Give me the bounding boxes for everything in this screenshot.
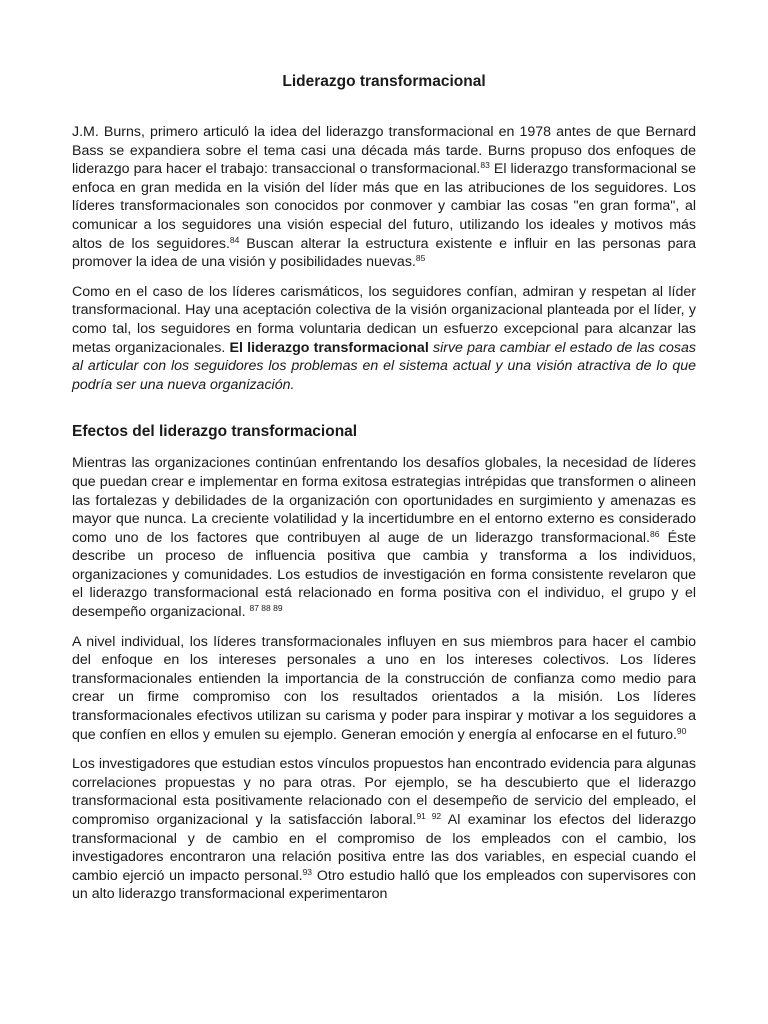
paragraph-text: A nivel individual, los líderes transformacionales influyen en sus miembros para hacer el cambio del enfoque en los intereses personales a uno en los intereses colectivos. Los líderes transformacionales entienden la importancia de la construcción de confianza como medio para crear un firme compromiso con los resultados orientados a la misión. Los líderes transformacionales efectivos utilizan su carisma y poder para inspirar y motivar a los seguidores a que confíen en ellos y emulen su ejemplo. Generan emoción y energía al enfocarse en el futuro.	[72, 633, 696, 743]
footnote-ref: 91 92	[416, 811, 442, 821]
paragraph-text: Mientras las organizaciones continúan enfrentando los desafíos globales, la necesidad de líderes que puedan crear e implementar en forma exitosa estrategias intrépidas que transformen o alineen las fortalezas y debilidades de la organización con oportunidades en surgimiento y amenazas es mayor que nunca. La creciente volatilidad y la incertidumbre en el entorno externo es considerado como uno de los factores que contribuyen al auge de un liderazgo transformacional.	[72, 455, 696, 546]
paragraph-text: Los investigadores que estudian estos vínculos propuestos han encontrado evidencia para algunas correlaciones propuestas y no para otras. Por ejemplo, se ha descubierto que el liderazgo transformacional esta positivamente relacionado con el desempeño de servicio del empleado, el compromiso organizacional y la satisfacción laboral.	[72, 756, 696, 828]
section-body	[72, 454, 696, 904]
paragraph-text: Buscan alterar la estructura existente e influir en las personas para promover la idea de una visión y posibilidades nuevas.	[72, 235, 696, 271]
section-paragraph-2	[72, 633, 696, 745]
footnote-ref: 90	[676, 725, 687, 736]
footnote-ref: 86	[649, 528, 660, 539]
paragraph-text: Al examinar los efectos del liderazgo transformacional y de cambio en el compromiso de los empleados con el cambio, los investigadores encontraron una relación positiva entre las dos variables, en especial cuando el cambio ejerció un impacto personal.	[72, 812, 696, 884]
paragraph-text: J.M. Burns, primero articuló la idea del liderazgo transformacional en 1978 antes de que Bernard Bass se expandiera sobre el tema casi una década más tarde. Burns propuso dos enfoques de liderazgo para hacer el trabajo: transaccional o transformacional.	[72, 124, 696, 178]
footnote-ref: 84	[229, 234, 240, 245]
section-paragraph-1	[72, 454, 696, 621]
footnote-ref: 87 88 89	[249, 603, 283, 614]
intro-paragraph-1	[72, 123, 696, 272]
section-heading: Efectos del liderazgo transformacional	[72, 423, 358, 441]
bold-text: El liderazgo transformacional	[229, 339, 429, 356]
paragraph-text: Éste describe un proceso de influencia positiva que cambia y transforma a los individuos, organizaciones y comunidades. Los estudios de investigación en forma consistente revelaron que el liderazgo transformacional está relacionado en forma positiva con el individuo, el grupo y el desempeño organizacional.	[72, 529, 696, 621]
intro-body	[72, 123, 696, 394]
section-paragraph-3	[72, 755, 696, 904]
italic-text: sirve para cambiar el estado de las cosas al articular con los seguidores los problemas en el sistema actual y una visión atractiva de lo que podría ser una nueva organización.	[72, 339, 696, 393]
paragraph-text: Como en el caso de los líderes carismáticos, los seguidores confían, admiran y respetan al líder transformacional. Hay una aceptación colectiva de la visión organizacional planteada por el líder, y como tal, los seguidores en forma voluntaria dedican un esfuerzo excepcional para alcanzar las metas organizacionales.	[72, 283, 696, 356]
intro-paragraph-2	[72, 283, 696, 395]
paragraph-text: El liderazgo transformacional se enfoca en gran medida en la visión del líder más que en las atribuciones de los seguidores. Los líderes transformacionales son conocidos por conmover y cambiar las cosas "en gran forma", al comunicar a los seguidores una visión especial del futuro, utilizando los ideales y motivos más altos de los seguidores.	[72, 161, 697, 252]
footnote-ref: 93	[302, 866, 313, 877]
footnote-ref: 85	[415, 253, 426, 264]
footnote-ref: 83	[480, 160, 490, 171]
document-title: Liderazgo transformacional	[282, 73, 486, 90]
paragraph-text: Otro estudio halló que los empleados con supervisores con un alto liderazgo transformacional experimentaron	[72, 867, 696, 903]
